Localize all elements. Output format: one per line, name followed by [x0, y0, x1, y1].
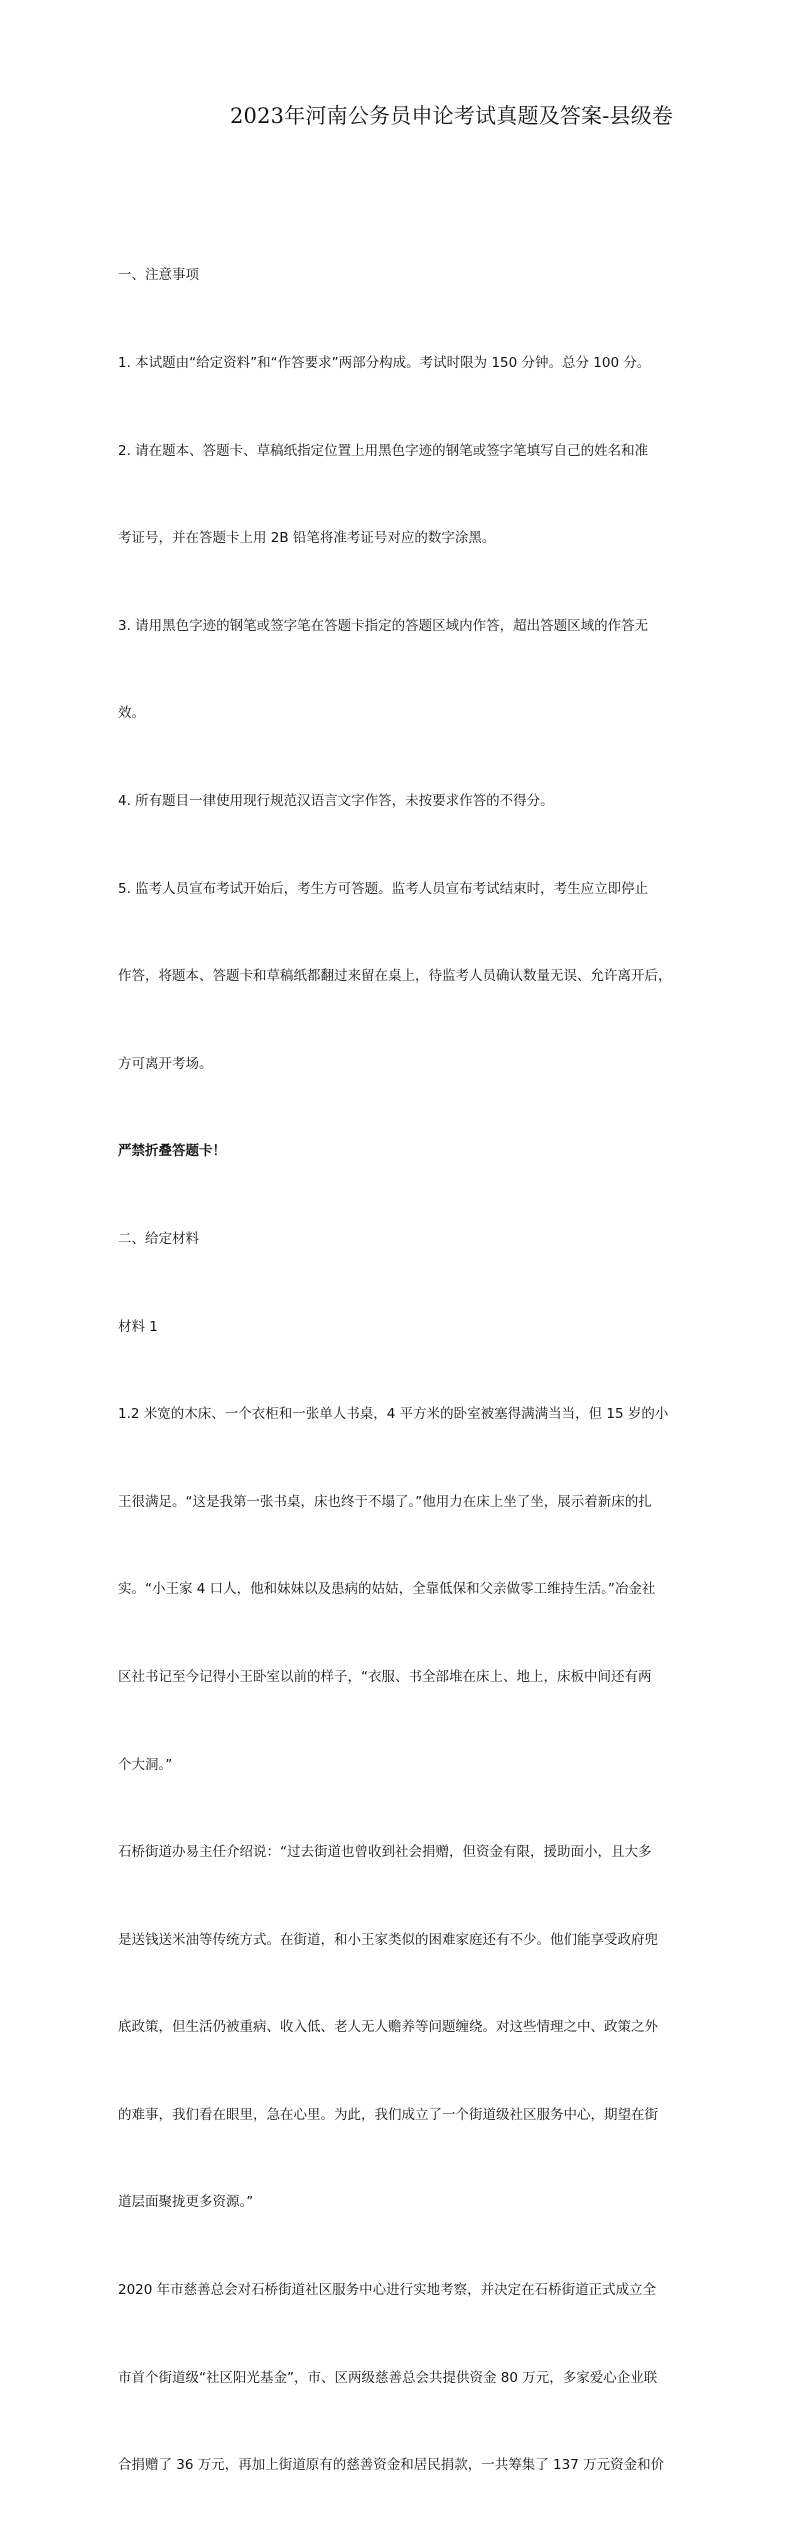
warning-line: 严禁折叠答题卡！ [118, 1143, 226, 1160]
text-line: 4. 所有题目一律使用现行规范汉语言文字作答，未按要求作答的不得分。 [118, 792, 554, 809]
text-line: 王很满足。“这是我第一张书桌，床也终于不塌了。”他用力在床上坐了坐，展示着新床的扎 [118, 1493, 652, 1510]
text-line: 区社书记至今记得小王卧室以前的样子，“衣服、书全部堆在床上、地上，床板中间还有两 [118, 1668, 652, 1685]
document-title: 2023年河南公务员申论考试真题及答案-县级卷 [230, 104, 674, 128]
text-line: 的难事，我们看在眼里，急在心里。为此，我们成立了一个街道级社区服务中心，期望在街 [118, 2106, 658, 2123]
text-line: 个大洞。” [118, 1756, 173, 1773]
material-heading: 材料 1 [118, 1318, 158, 1335]
text-line: 道层面聚拢更多资源。” [118, 2194, 254, 2211]
text-line: 是送钱送米油等传统方式。在街道，和小王家类似的困难家庭还有不少。他们能享受政府兜 [118, 1931, 658, 1948]
section-heading-notes: 一、注意事项 [118, 267, 199, 284]
text-line: 合捐赠了 36 万元，再加上街道原有的慈善资金和居民捐款，一共筹集了 137 万元资金和价 [118, 2457, 665, 2474]
text-line: 石桥街道办易主任介绍说：“过去街道也曾收到社会捐赠，但资金有限，援助面小，且大多 [118, 1844, 652, 1861]
document-body [118, 203, 696, 2539]
text-line: 市首个街道级“社区阳光基金”，市、区两级慈善总会共提供资金 80 万元，多家爱心企业联 [118, 2369, 658, 2386]
text-line: 效。 [118, 705, 145, 722]
text-line: 2. 请在题本、答题卡、草稿纸指定位置上用黑色字迹的钢笔或签字笔填写自己的姓名和准 [118, 442, 649, 459]
section-heading-materials: 二、给定材料 [118, 1230, 199, 1247]
text-line: 考证号，并在答题卡上用 2B 铅笔将准考证号对应的数字涂黑。 [118, 530, 496, 547]
text-line: 3. 请用黑色字迹的钢笔或签字笔在答题卡指定的答题区域内作答，超出答题区域的作答无 [118, 617, 649, 634]
text-line: 实。“小王家 4 口人，他和妹妹以及患病的姑姑，全靠低保和父亲做零工维持生活。”冶金社 [118, 1581, 656, 1598]
text-line: 作答，将题本、答题卡和草稿纸都翻过来留在桌上，待监考人员确认数量无误、允许离开后， [118, 968, 672, 985]
text-line: 2020 年市慈善总会对石桥街道社区服务中心进行实地考察，并决定在石桥街道正式成立全 [118, 2282, 657, 2299]
text-line: 底政策，但生活仍被重病、收入低、老人无人赡养等问题缠绕。对这些情理之中、政策之外 [118, 2019, 658, 2036]
text-line: 方可离开考场。 [118, 1055, 213, 1072]
text-line: 5. 监考人员宣布考试开始后，考生方可答题。监考人员宣布考试结束时，考生应立即停止 [118, 880, 649, 897]
text-line: 1.2 米宽的木床、一个衣柜和一张单人书桌，4 平方米的卧室被塞得满满当当，但 15 岁的小 [118, 1406, 669, 1423]
text-line: 1. 本试题由“给定资料”和“作答要求”两部分构成。考试时限为 150 分钟。总分 100 分。 [118, 355, 651, 371]
